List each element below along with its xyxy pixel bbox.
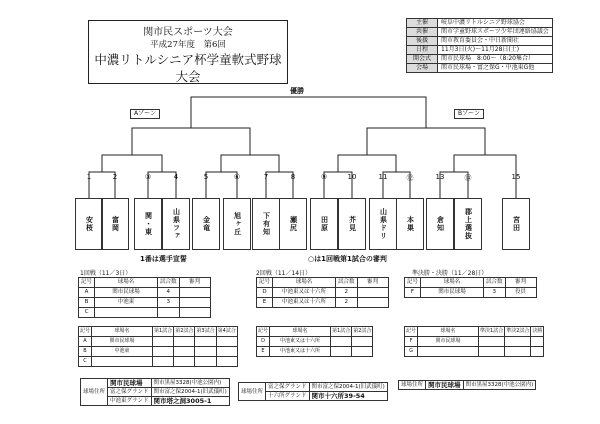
team-box: 山県ファ: [162, 198, 190, 250]
venue-name: 関市民球場: [108, 379, 152, 388]
info-key: 日程: [407, 46, 438, 55]
info-value: 関市教育委員会・中日新聞社: [438, 37, 553, 46]
final-games-table: 記号 球場名 準決1試合 準決2試合 決勝 F 関市民球場 G: [404, 326, 544, 357]
slot-number: ③: [144, 173, 152, 181]
table-row: G: [405, 347, 544, 357]
round2-games-table: 記号 球場名 第1試合 第2試合 D 中池東又は十六所 E 中池東又は十六所: [256, 326, 373, 357]
round2-title: 2回戦（11／14日）: [256, 270, 312, 277]
venue-table-left: [80, 378, 230, 406]
info-key: 開会式: [407, 55, 438, 64]
venue-name: 中池東グランド: [108, 397, 152, 406]
round1-games-table: 記号 球場名 第1試合 第2試合 第3試合 第4試合 A 関市民球場 B 中池東 C: [78, 326, 238, 367]
team-box: 瀬尻: [279, 198, 307, 250]
table-row: F 関市民球場 3 役員: [405, 288, 537, 298]
slot-number: ⑥: [233, 173, 241, 181]
venue-address: 関市富之保2004-1(旧武儀町): [151, 388, 229, 397]
champion-label: 優勝: [290, 87, 304, 95]
info-key: 共催: [407, 28, 438, 37]
team-box: 関・東: [134, 198, 162, 250]
info-key: 会場: [407, 64, 438, 73]
table-row: C: [79, 357, 238, 367]
team-box: 郡上選抜: [454, 198, 482, 250]
slot-number: 2: [112, 173, 118, 181]
title-line1: 関市民スポーツ大会: [143, 27, 233, 38]
venue-name: 関市民球場: [426, 381, 464, 390]
info-key: 後援: [407, 37, 438, 46]
slot-number: 4: [173, 173, 179, 181]
slot-number: ⑭: [464, 174, 472, 182]
final-title: 準決勝・決勝（11／28日）: [412, 270, 488, 277]
team-box: 本巣: [396, 198, 424, 250]
header-cell: 試合数: [158, 278, 180, 288]
zone-b-label: Bゾーン: [454, 109, 484, 119]
venue-label: 球場住所: [81, 379, 108, 406]
slot-number: 7: [263, 173, 269, 181]
venue-label: 球場住所: [239, 383, 266, 401]
table-row: D 中池東又は十六所 2: [257, 288, 389, 298]
slot-number: 15: [511, 173, 521, 181]
table-row: E 中池東又は十六所 2: [257, 298, 389, 308]
team-box: 下有知: [252, 198, 280, 250]
slot-number: 8: [290, 173, 296, 181]
info-key: 主催: [407, 19, 438, 28]
venue-address: 関市富之保2004-1(旧武儀町): [309, 383, 387, 392]
final-table: 記号 球場名 試合数 審判 F 関市民球場 3 役員: [404, 277, 537, 298]
slot-number: 5: [203, 173, 209, 181]
team-box: 田原: [310, 198, 338, 250]
round1-table: [78, 277, 211, 318]
team-box: 倉知: [426, 198, 454, 250]
venue-name: 十六所グランド: [266, 392, 310, 401]
table-row: E 中池東又は十六所: [257, 347, 373, 357]
info-value: 関市民球場・富之保G・中池東G他: [438, 64, 553, 73]
slot-number: ⑫: [406, 174, 414, 182]
header-cell: 審判: [179, 278, 210, 288]
slot-number: 1: [86, 173, 92, 181]
round2-table: 記号 球場名 試合数 審判 D 中池東又は十六所 2 E 中池東又は十六所 2: [256, 277, 389, 308]
info-value: 11月3日(火)～11月28日(土): [438, 46, 553, 55]
header-cell: 球場名: [95, 278, 158, 288]
venue-address: 関市黒屋3328(中池公園内): [151, 379, 229, 388]
team-box: 富岡: [101, 198, 129, 250]
venue-name: 富之保グランド: [266, 383, 310, 392]
header-cell: 記号: [79, 278, 95, 288]
info-value: 岐阜中濃リトルシニア野球協会: [438, 19, 553, 28]
table-row: A 関市民球場: [79, 337, 238, 347]
venue-address: 関市黒屋3328(中池公園内): [463, 381, 536, 390]
team-box: 金竜: [192, 198, 220, 250]
table-row: B 中池東: [79, 347, 238, 357]
slot-number: 13: [435, 173, 445, 181]
venue-address: 関市十六所39-54: [309, 392, 387, 401]
title-line2: 平成27年度 第6回: [150, 40, 226, 50]
venue-label: 球場住所: [399, 381, 426, 390]
info-value: 関市民球場 8:00～（8:20集合）: [438, 55, 553, 64]
note-umpire: ○は1回戦第1試合の審判: [308, 255, 387, 263]
venue-table-middle: [238, 382, 388, 401]
venue-name: 富之保グランド: [108, 388, 152, 397]
table-row: F 関市民球場: [405, 337, 544, 347]
team-box: 旭ヶ丘: [223, 198, 251, 250]
team-box: 山県ドリ: [369, 198, 397, 250]
team-box: 宮田: [502, 198, 530, 250]
round1-title: 1回戦（11／3日）: [80, 270, 132, 277]
note-oath: 1番は選手宣誓: [140, 255, 187, 263]
venue-address: 関市塔之洞3005-1: [151, 397, 229, 406]
table-row: D 中池東又は十六所: [257, 337, 373, 347]
title-line3: 中濃リトルシニア杯学童軟式野球大会: [94, 52, 282, 84]
team-box: 芥見: [338, 198, 366, 250]
slot-number: 10: [347, 173, 357, 181]
table-row: B 中池東 3: [79, 298, 211, 308]
table-row: C: [79, 308, 211, 318]
team-box: 安桜: [75, 198, 103, 250]
table-row: A 関市民球場 4: [79, 288, 211, 298]
info-value: 関市学童野球スポーツ少年団連絡協議会: [438, 28, 553, 37]
slot-number: 11: [378, 173, 388, 181]
zone-a-label: Aゾーン: [130, 109, 160, 119]
venue-table-right: [398, 380, 536, 390]
slot-number: ⑨: [320, 173, 328, 181]
